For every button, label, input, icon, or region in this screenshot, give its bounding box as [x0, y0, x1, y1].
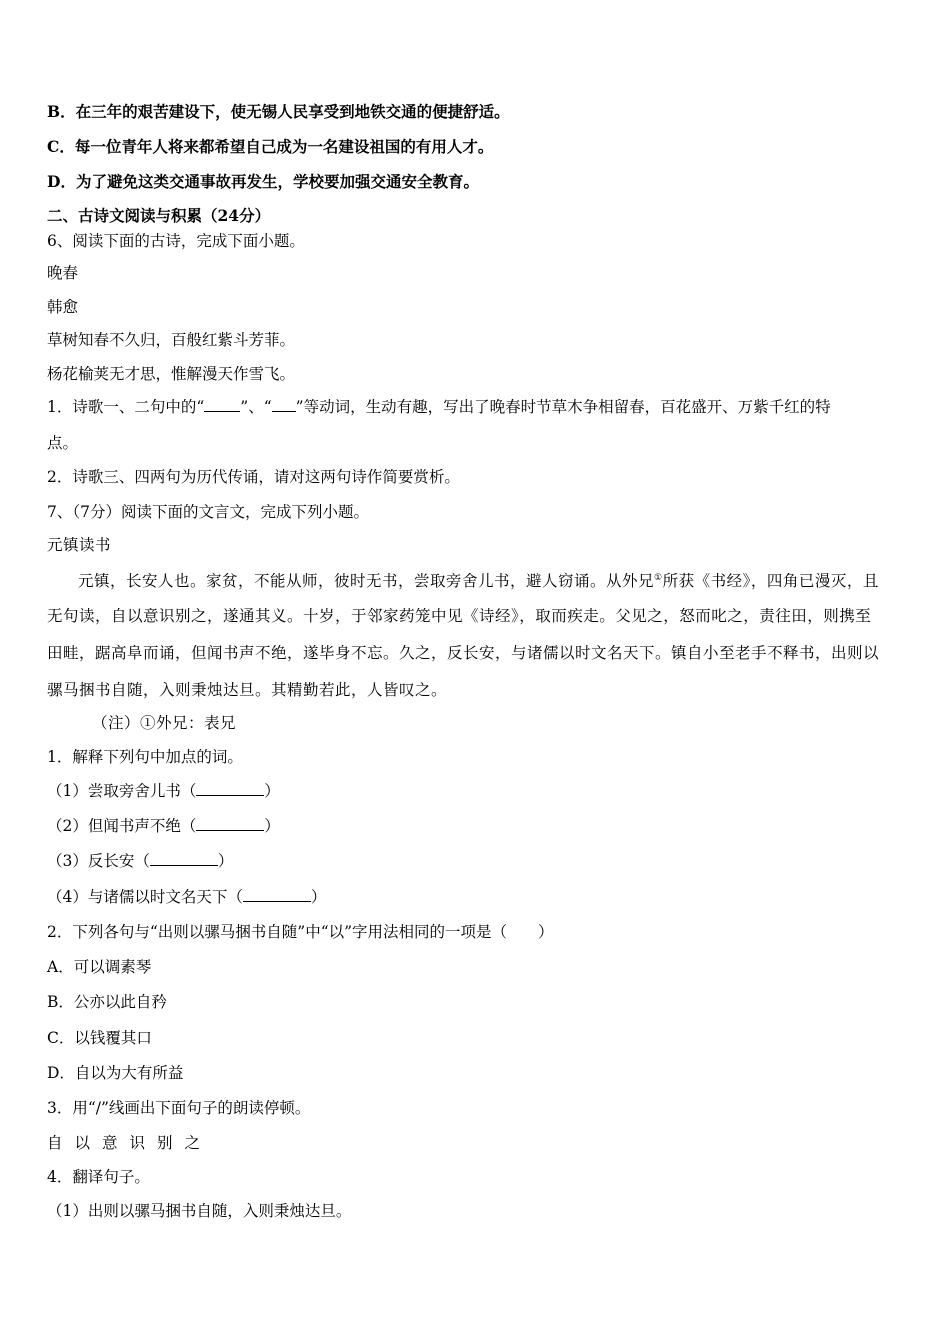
q7-sub2-option-c: C．以钱覆其口	[47, 1029, 152, 1047]
q6-sub1-part-b: ”、“	[240, 398, 272, 416]
q7-sub2-title: 2．下列各句与“出则以骡马捆书自随”中“以”字用法相同的一项是（ ）	[47, 923, 554, 941]
q6-sub1-part-c: ”等动词，生动有趣，写出了晚春时节草木争相留春，百花盛开、万紫千红的特	[295, 398, 831, 416]
q7-sub2-option-b: B．公亦以此自矜	[47, 993, 167, 1011]
passage-line-1-a: 元镇，长安人也。家贫，不能从师，彼时无书，尝取旁舍儿书，避人窃诵。从外兄	[78, 572, 655, 591]
q7-sub1-title: 1．解释下列句中加点的词。	[47, 748, 243, 766]
section-heading: 二、古诗文阅读与积累（24分）	[47, 206, 271, 225]
q6-sub1-cont: 点。	[47, 434, 79, 452]
passage-line-3: 田畦，踞高阜而诵，但闻书声不绝，遂毕身不忘。久之，反长安，与诸儒以时文名天下。镇自小至老手不释书，出则以	[47, 644, 880, 662]
q6-sub1-part-a: 1．诗歌一、二句中的“	[47, 398, 205, 416]
passage-line-4: 骡马捆书自随，入则秉烛达旦。其精勤若此，人皆叹之。	[47, 681, 448, 699]
passage-line-1-b: 所获《书经》，四角已漫灭，且	[662, 572, 879, 591]
answer-blank[interactable]	[196, 815, 264, 831]
answer-blank[interactable]	[150, 850, 218, 866]
poem-author: 韩愈	[47, 298, 79, 316]
option-c: C．每一位青年人将来都希望自己成为一名建设祖国的有用人才。	[47, 137, 494, 156]
q6-sub2: 2．诗歌三、四两句为历代传诵，请对这两句诗作简要赏析。	[47, 468, 460, 486]
poem-line-1: 草树知春不久归，百般红紫斗芳菲。	[47, 331, 296, 349]
footnote: （注）①外兄：表兄	[92, 714, 237, 732]
passage-title: 元镇读书	[47, 536, 112, 554]
answer-blank-2[interactable]	[272, 396, 296, 412]
option-d: D．为了避免这类交通事故再发生，学校要加强交通安全教育。	[47, 172, 479, 191]
q6-intro: 6、阅读下面的古诗，完成下面小题。	[47, 232, 305, 250]
q7-sub2-option-a: A．可以调素琴	[47, 958, 152, 976]
q7-sub1-item-1: （1）尝取旁舍儿书（ ）	[47, 782, 280, 800]
q7-sub1-item-3: （3）反长安（ ）	[47, 852, 234, 870]
q7-sub1-item-4: （4）与诸儒以时文名天下（ ）	[47, 888, 327, 906]
answer-blank[interactable]	[243, 886, 311, 902]
q7-sub3-title: 3．用“/”线画出下面句子的朗读停顿。	[47, 1099, 311, 1117]
answer-blank[interactable]	[196, 780, 264, 796]
passage-line-2: 无句读，自以意识别之，遂通其义。十岁，于邻家药笼中见《诗经》，取而疾走。父见之，怒而叱之，责往田，则携至	[47, 607, 872, 625]
q7-sub3-sentence: 自以意识别之	[47, 1134, 213, 1152]
poem-line-2: 杨花榆荚无才思，惟解漫天作雪飞。	[47, 365, 296, 383]
q7-sub2-option-d: D．自以为大有所益	[47, 1064, 184, 1082]
q7-sub4-title: 4．翻译句子。	[47, 1168, 150, 1186]
q7-intro: 7、（7分）阅读下面的文言文，完成下列小题。	[47, 503, 369, 521]
passage-line-1	[78, 567, 906, 592]
footnote-marker: ①	[654, 573, 663, 583]
option-b: B．在三年的艰苦建设下，使无锡人民享受到地铁交通的便捷舒适。	[47, 102, 510, 121]
poem-title: 晚春	[47, 264, 79, 282]
q6-sub1	[47, 396, 906, 418]
q7-sub4-item-1: （1）出则以骡马捆书自随，入则秉烛达旦。	[47, 1202, 352, 1220]
answer-blank-1[interactable]	[204, 396, 240, 412]
q7-sub1-item-2: （2）但闻书声不绝（ ）	[47, 817, 280, 835]
